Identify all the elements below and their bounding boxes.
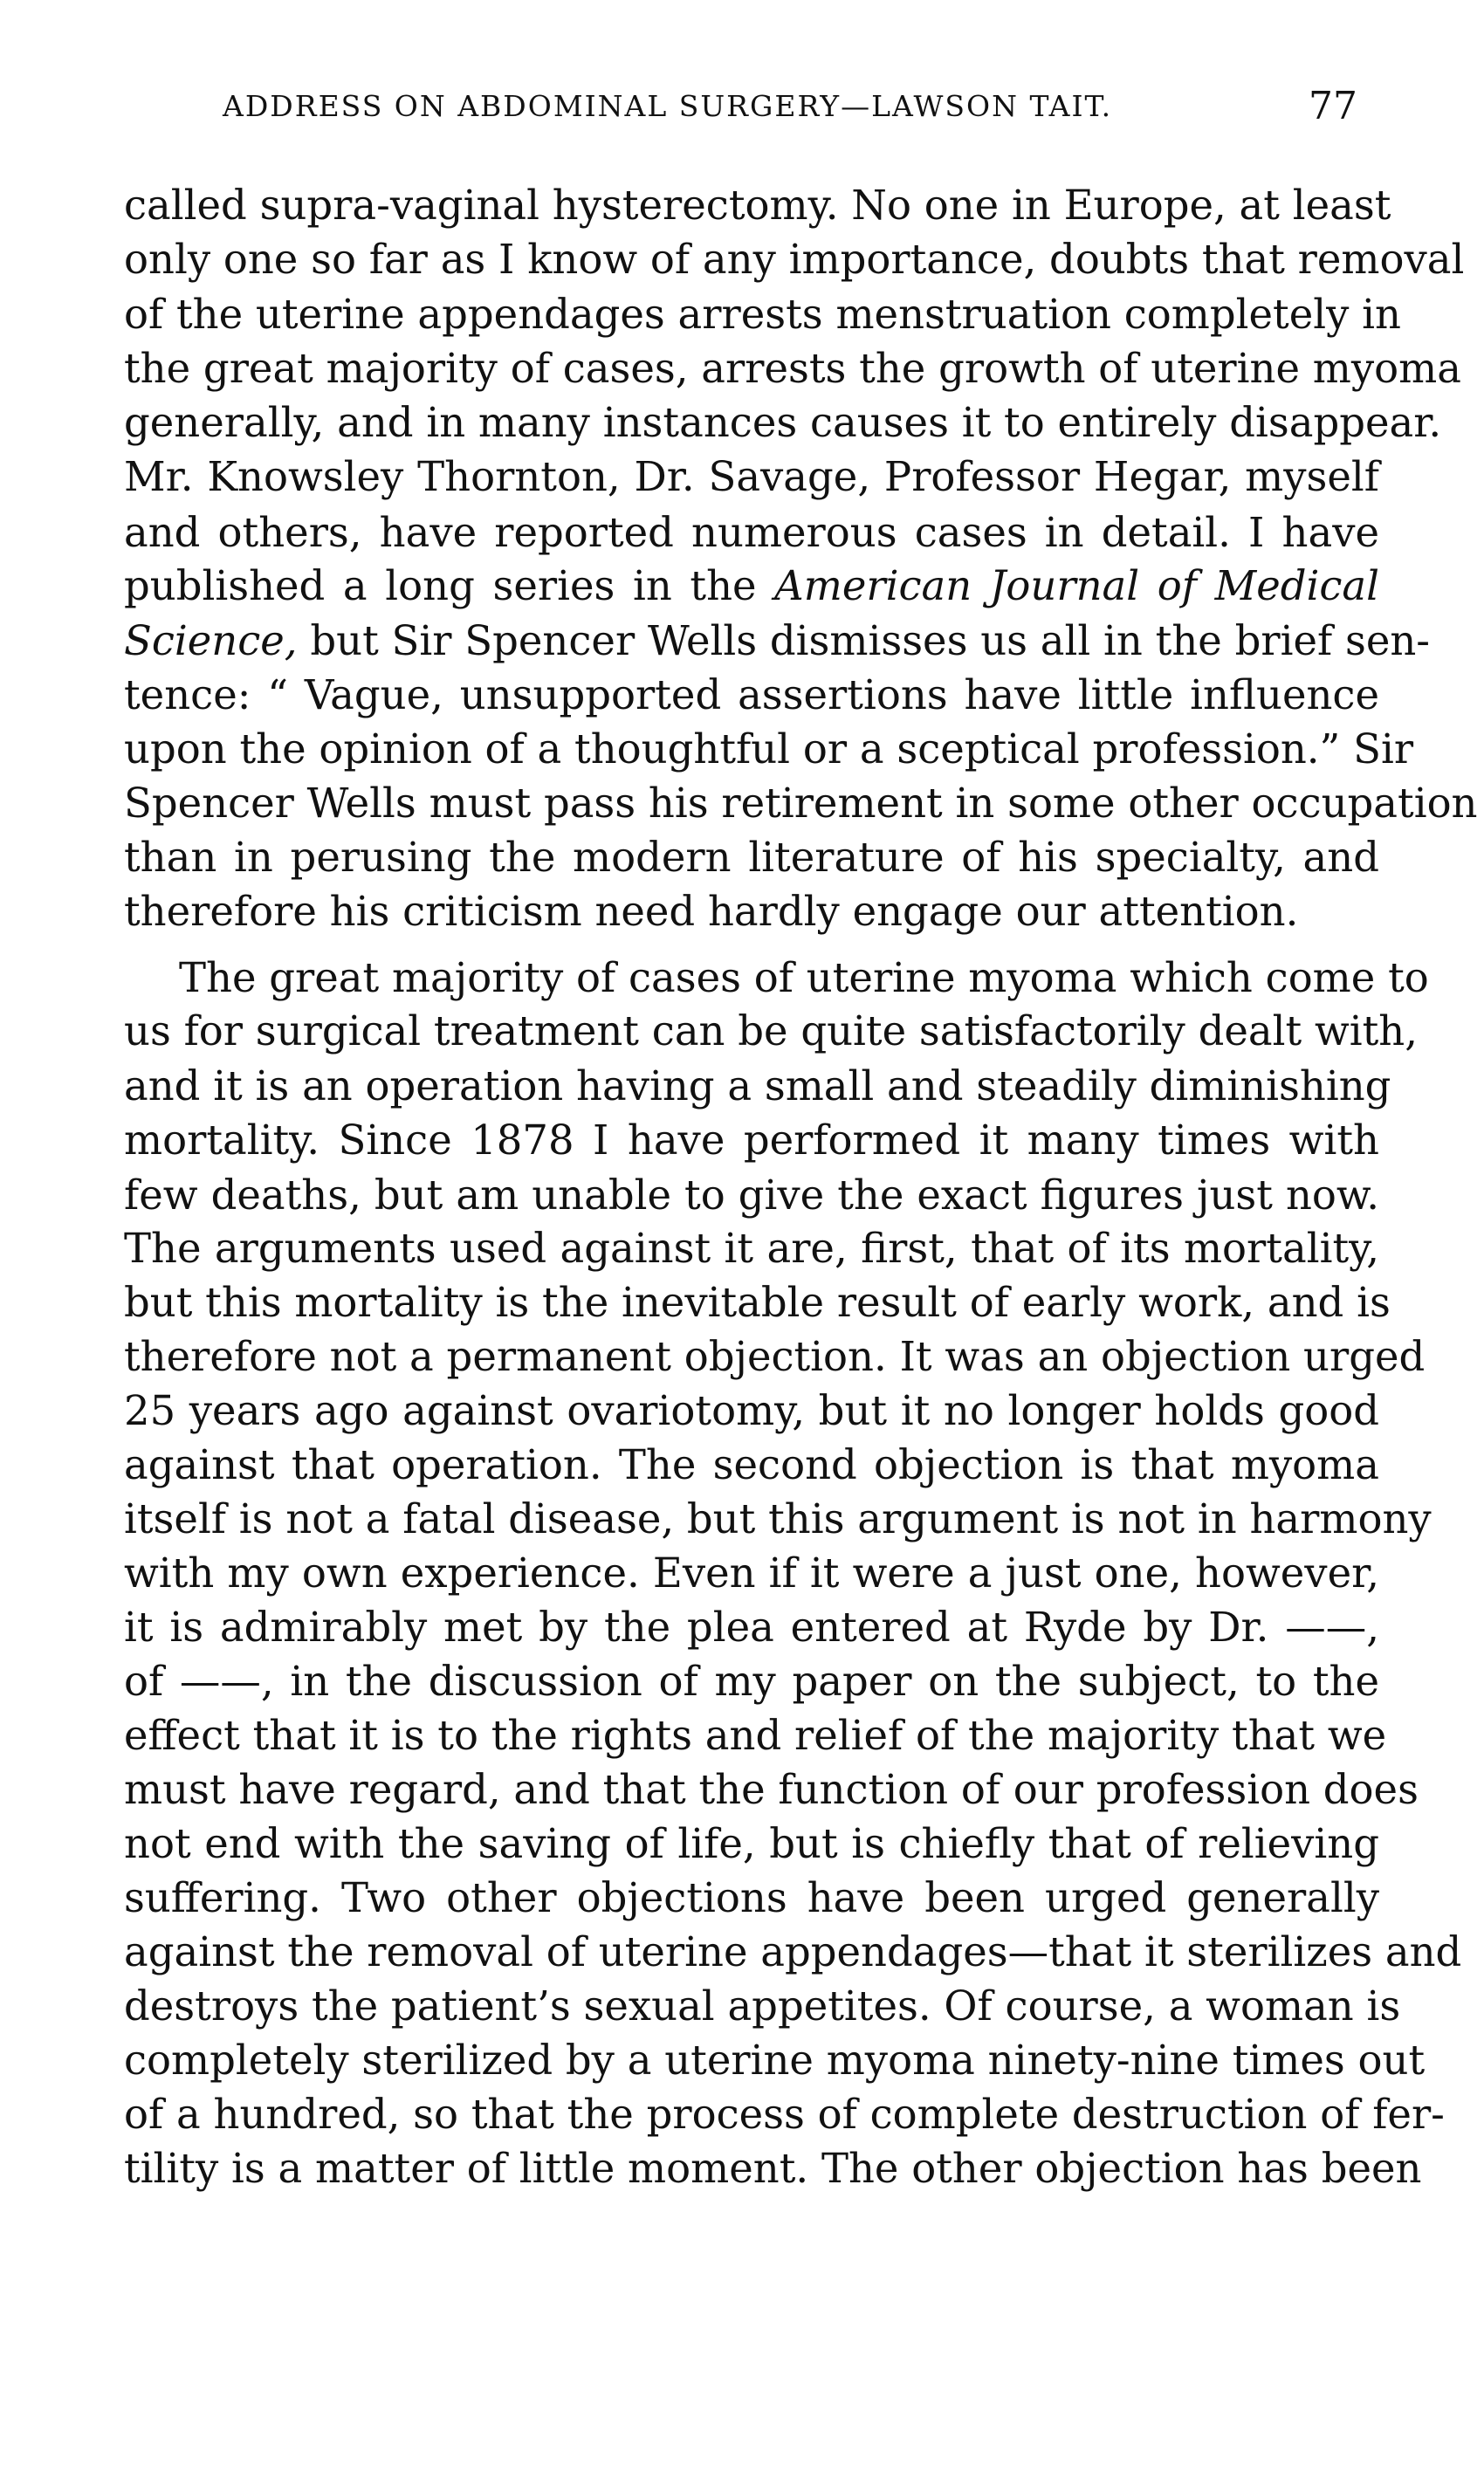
text-segment: destroys the patient’s sexual appetites. Of course, a woman is <box>124 1982 1401 2030</box>
text-segment: upon the opinion of a thoughtful or a sceptical profession.” Sir <box>124 725 1414 773</box>
text-segment: mortality. Since 1878 I have performed it many times with <box>124 1116 1379 1164</box>
text-segment: few deaths, but am unable to give the exact figures just now. <box>124 1171 1379 1219</box>
running-head <box>223 84 1357 131</box>
text-line <box>124 2142 1422 2195</box>
page-number: 77 <box>1309 84 1357 128</box>
text-line <box>124 1005 1419 1057</box>
text-line <box>124 1980 1401 2032</box>
text-line <box>124 450 1379 503</box>
text-line <box>124 1872 1379 1924</box>
text-segment: Spencer Wells must pass his retirement in some other occupation <box>124 780 1478 827</box>
text-line <box>124 885 1379 938</box>
text-line <box>179 951 1429 1004</box>
text-line <box>124 1926 1462 1978</box>
text-segment: with my own experience. Even if it were a just one, however, <box>124 1549 1379 1597</box>
text-line <box>124 1330 1426 1383</box>
text-line <box>124 233 1465 285</box>
text-line <box>124 179 1391 231</box>
text-segment: than in perusing the modern literature of his specialty, and <box>124 834 1379 881</box>
text-line <box>124 669 1379 721</box>
text-line <box>124 2034 1426 2086</box>
text-segment: generally, and in many instances causes it to entirely disappear. <box>124 399 1442 446</box>
text-segment: us for surgical treatment can be quite satisfactorily dealt with, <box>124 1007 1419 1055</box>
italic-text: American Journal of Medical <box>774 562 1379 609</box>
text-line <box>124 1547 1379 1599</box>
text-line <box>124 1169 1379 1221</box>
text-segment: therefore not a permanent objection. It was an objection urged <box>124 1333 1426 1380</box>
text-line <box>124 288 1401 340</box>
text-segment: The arguments used against it are, first, that of its mortality, <box>124 1225 1379 1272</box>
text-segment: of a hundred, so that the process of complete destruction of fer- <box>124 2091 1445 2138</box>
text-line <box>124 1060 1391 1112</box>
text-segment: but this mortality is the inevitable result of early work, and is <box>124 1279 1391 1326</box>
text-segment: against the removal of uterine appendages—that it sterilizes and <box>124 1928 1462 1975</box>
text-segment: published a long series in the <box>124 562 775 609</box>
text-segment: itself is not a fatal disease, but this argument is not in harmony <box>124 1495 1432 1542</box>
text-segment: tence: “ Vague, unsupported assertions have little influence <box>124 671 1379 718</box>
text-segment: completely sterilized by a uterine myoma ninety-nine times out <box>124 2037 1426 2084</box>
text-line <box>124 1817 1379 1870</box>
text-segment: effect that it is to the rights and relief of the majority that we <box>124 1712 1387 1759</box>
text-line <box>124 1655 1379 1707</box>
text-segment: therefore his criticism need hardly engage our attention. <box>124 888 1299 935</box>
text-line <box>124 1114 1379 1166</box>
text-segment: not end with the saving of life, but is chiefly that of relieving <box>124 1820 1379 1867</box>
text-line <box>124 777 1478 829</box>
text-segment: of ——, in the discussion of my paper on the subject, to the <box>124 1658 1379 1705</box>
text-line <box>124 1276 1391 1329</box>
text-segment: only one so far as I know of any importance, doubts that removal <box>124 236 1465 283</box>
text-line <box>124 506 1379 559</box>
text-line <box>124 723 1414 775</box>
text-line <box>124 2088 1445 2140</box>
text-segment: Mr. Knowsley Thornton, Dr. Savage, Professor Hegar, myself <box>124 453 1379 500</box>
text-segment: it is admirably met by the plea entered at Ryde by Dr. ——, <box>124 1604 1379 1651</box>
text-segment: suffering. Two other objections have been urged generally <box>124 1874 1379 1921</box>
text-segment: and others, have reported numerous cases in detail. I have <box>124 509 1379 556</box>
italic-text: Science, <box>124 617 298 664</box>
text-line <box>124 560 1379 612</box>
text-line <box>124 1601 1379 1653</box>
text-line <box>124 342 1461 395</box>
text-segment: but Sir Spencer Wells dismisses us all in the brief sen- <box>297 617 1431 664</box>
text-line <box>124 615 1431 667</box>
text-line <box>124 1763 1419 1816</box>
text-line <box>124 396 1442 449</box>
text-segment: against that operation. The second objection is that myoma <box>124 1441 1379 1488</box>
text-segment: and it is an operation having a small and steadily diminishing <box>124 1062 1391 1109</box>
text-line <box>124 1439 1379 1491</box>
running-title: ADDRESS ON ABDOMINAL SURGERY—LAWSON TAIT. <box>223 89 1113 123</box>
text-line <box>124 1384 1379 1437</box>
text-line <box>124 1709 1387 1762</box>
text-line <box>124 831 1379 883</box>
text-segment: 25 years ago against ovariotomy, but it no longer holds good <box>124 1387 1379 1434</box>
text-segment: must have regard, and that the function of our profession does <box>124 1766 1419 1813</box>
text-segment: the great majority of cases, arrests the growth of uterine myoma <box>124 345 1461 392</box>
text-segment: The great majority of cases of uterine myoma which come to <box>179 954 1429 1001</box>
text-segment: tility is a matter of little moment. The other objection has been <box>124 2145 1422 2192</box>
text-line <box>124 1493 1432 1545</box>
text-line <box>124 1222 1379 1274</box>
text-segment: of the uterine appendages arrests menstruation completely in <box>124 291 1401 338</box>
text-segment: called supra-vaginal hysterectomy. No one in Europe, at least <box>124 182 1391 229</box>
